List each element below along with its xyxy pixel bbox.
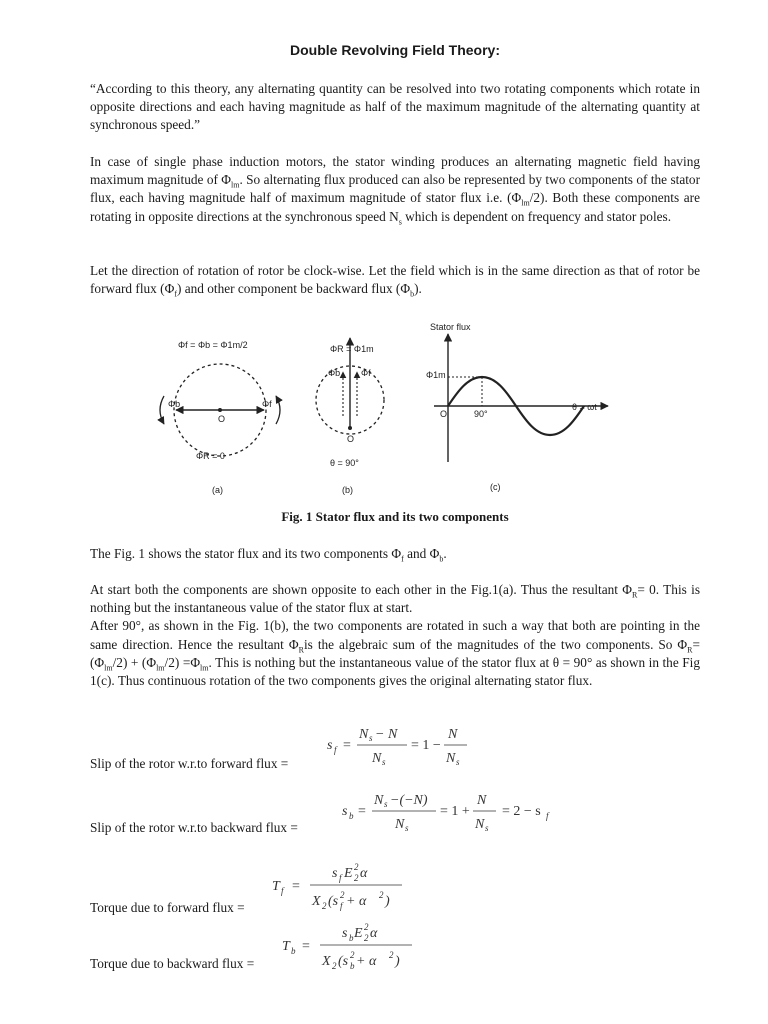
eq-subscript: f	[281, 886, 284, 896]
eq-operator: = 2 − s	[502, 804, 541, 819]
eq-subscript: 2	[354, 873, 359, 883]
subscript: lm	[231, 180, 240, 190]
c-tick-90: 90°	[474, 409, 488, 419]
eq-subscript: f	[339, 873, 342, 883]
b-top-label: ΦR = Φ1m	[330, 344, 374, 354]
eq-symbol: N	[359, 727, 369, 742]
equation-forward-slip	[325, 722, 495, 768]
c-caption: (c)	[490, 482, 501, 492]
subscript: b	[410, 289, 415, 299]
eq-operator: = 1 −	[411, 738, 441, 753]
subscript: s	[398, 217, 402, 227]
eq-subscript: b	[349, 933, 354, 943]
b-phi-f: Φf	[361, 368, 371, 378]
paragraph-figure-intro	[90, 545, 700, 563]
text-segment: is the algebraic sum of the magnitudes of the two components. So Φ	[303, 636, 688, 652]
text-segment: /2) + (Φ	[112, 654, 157, 670]
text-segment: The Fig. 1 shows the stator flux and its two components Φ	[90, 546, 402, 561]
b-phi-b: Φb	[328, 368, 341, 378]
eq-subscript: s	[384, 799, 388, 809]
text-segment: and Φ	[403, 546, 440, 561]
text-segment: which is dependent on frequency and stator poles.	[401, 208, 672, 224]
b-caption: (b)	[342, 485, 353, 495]
definition-text: “According to this theory, any alternating quantity can be resolved into two rotating components which rotate in opposite directions and each having magnitude as half of the maximum magnitude of the alternating quantity at synchronous speed.”	[90, 81, 700, 133]
paragraph-single-phase	[90, 153, 700, 226]
eq-operator: =	[358, 804, 366, 819]
eq-symbol: s	[342, 804, 348, 819]
text-segment: /2) =Φ	[164, 654, 201, 670]
paragraph-rotation	[90, 262, 700, 298]
eq-subscript: s	[405, 823, 409, 833]
ccw-rotation-arrow	[160, 396, 164, 424]
eq-symbol: + α	[346, 894, 367, 909]
eq-symbol: (s	[328, 894, 339, 909]
text-segment: ).	[414, 281, 422, 297]
eq-symbol: N	[475, 817, 485, 832]
a-bottom-label: ΦR = 0	[196, 451, 225, 461]
panel-a	[160, 340, 280, 495]
eq-symbol: s	[332, 866, 338, 881]
subscript: lm	[156, 663, 165, 673]
eq-subscript: s	[456, 757, 460, 767]
eq-operator: =	[343, 738, 351, 753]
text-segment: ) and other component be backward flux (Φ	[176, 281, 411, 297]
text-segment: In case of single phase induction motors, the stator winding produces an alternating magnetic field having maximum magnitude of Φ	[90, 154, 700, 188]
eq-symbol: α	[370, 926, 378, 941]
eq1-label: Slip of the rotor w.r.to forward flux =	[90, 756, 289, 771]
subscript: lm	[521, 199, 530, 209]
text-segment: At start both the components are shown opposite to each other in the Fig.1(a). Thus the resultant Φ	[90, 582, 632, 597]
a-phi-b: Φb	[168, 399, 181, 409]
eq-subscript: 2	[364, 933, 369, 943]
text-segment: /2). Both these components are rotating in opposite directions at the synchronous speed N	[90, 190, 700, 224]
text-segment: .	[443, 546, 447, 561]
eq-symbol: α	[360, 866, 368, 881]
text-segment: Let the direction of rotation of rotor be clock-wise. Let the field which is in the same direction as that of rotor be forward flux (Φ	[90, 263, 700, 297]
eq-subscript: b	[291, 946, 296, 956]
equation-backward-torque	[280, 918, 430, 974]
eq-superscript: 2	[340, 890, 345, 900]
eq-subscript: f	[340, 901, 343, 911]
subscript: b	[439, 554, 444, 564]
eq-subscript: f	[546, 811, 549, 821]
a-caption: (a)	[212, 485, 223, 495]
c-title: Stator flux	[430, 322, 471, 332]
text-segment: After 90°, as shown in the Fig. 1(b), the two components are rotated in such a way that both are pointing in the same direction. Hence the resultant Φ	[90, 618, 700, 652]
equation-backward-slip	[340, 788, 570, 834]
text-segment: = 0. This is nothing but the instantaneous value of the stator flux at start.	[90, 582, 700, 616]
c-ymax: Φ1m	[426, 370, 446, 380]
eq-superscript: 2	[354, 862, 359, 872]
figure-stator-flux	[150, 316, 620, 500]
a-top-label: Φf = Φb = Φ1m/2	[178, 340, 248, 350]
eq-superscript: 2	[364, 922, 369, 932]
eq-symbol: −(−N)	[390, 793, 428, 808]
equation-forward-torque	[270, 858, 420, 914]
eq-symbol: N	[374, 793, 384, 808]
eq-symbol: + α	[356, 954, 377, 969]
paragraph-explanation	[90, 581, 700, 690]
eq-symbol: (s	[338, 954, 349, 969]
eq-subscript: b	[350, 961, 355, 971]
a-phi-f: Φf	[262, 399, 272, 409]
eq-symbol: N	[395, 817, 405, 832]
eq2-label: Slip of the rotor w.r.to backward flux =	[90, 820, 298, 835]
eq-subscript: s	[382, 757, 386, 767]
subscript: f	[401, 554, 404, 564]
b-origin: O	[347, 434, 355, 444]
eq-subscript: s	[369, 733, 373, 743]
eq-symbol: T	[272, 879, 280, 894]
eq-symbol: N	[446, 751, 456, 766]
eq-subscript: s	[485, 823, 489, 833]
eq-symbol: E	[344, 866, 353, 881]
eq-subscript: f	[334, 745, 337, 755]
eq-symbol: )	[385, 894, 390, 909]
eq3-label: Torque due to forward flux =	[90, 900, 245, 915]
eq4-label: Torque due to backward flux =	[90, 956, 255, 971]
eq-superscript: 2	[379, 890, 384, 900]
eq-symbol: T	[282, 939, 290, 954]
panel-b	[316, 338, 384, 495]
text-segment: . This is nothing but the instantaneous value of the stator flux at θ = 90° as shown in the Fig 1(c). Thus continuous rotation of the two components gives the original alternating stator flux.	[90, 654, 700, 689]
subscript: R	[298, 645, 304, 655]
eq-symbol: N	[448, 727, 458, 742]
figure-caption: Fig. 1 Stator flux and its two components	[281, 509, 509, 524]
a-origin: O	[218, 414, 226, 424]
eq-superscript: 2	[350, 950, 355, 960]
panel-c	[426, 322, 608, 492]
subscript: f	[174, 289, 177, 299]
eq-operator: =	[302, 939, 310, 954]
paragraph-definition	[90, 80, 700, 135]
cw-rotation-arrow	[276, 396, 280, 424]
eq-operator: = 1 +	[440, 804, 470, 819]
eq-symbol: )	[395, 954, 400, 969]
eq-symbol: s	[342, 926, 348, 941]
b-bottom-label: θ = 90°	[330, 458, 359, 468]
subscript: lm	[200, 663, 209, 673]
text-segment: = (Φ	[90, 636, 700, 670]
subscript: R	[632, 590, 638, 600]
center-dot	[348, 426, 352, 430]
eq-superscript: 2	[389, 950, 394, 960]
c-axis-label: θ = ωt	[572, 402, 597, 412]
eq-symbol: X	[322, 954, 331, 969]
eq-symbol: N	[477, 793, 487, 808]
eq-symbol: X	[312, 894, 321, 909]
eq-symbol: − N	[375, 727, 398, 742]
page-title: Double Revolving Field Theory:	[289, 42, 501, 58]
eq-subscript: 2	[322, 901, 327, 911]
eq-subscript: b	[349, 811, 354, 821]
subscript: lm	[104, 663, 113, 673]
eq-operator: =	[292, 879, 300, 894]
subscript: R	[687, 645, 693, 655]
c-origin: O	[440, 409, 448, 419]
eq-symbol: E	[354, 926, 363, 941]
eq-symbol: s	[327, 738, 333, 753]
text-segment: . So alternating flux produced can also be represented by two components of the stator flux, each having magnitude half of maximum magnitude of stator flux i.e. (Φ	[90, 172, 700, 206]
center-dot	[218, 408, 222, 412]
eq-symbol: N	[372, 751, 382, 766]
eq-subscript: 2	[332, 961, 337, 971]
